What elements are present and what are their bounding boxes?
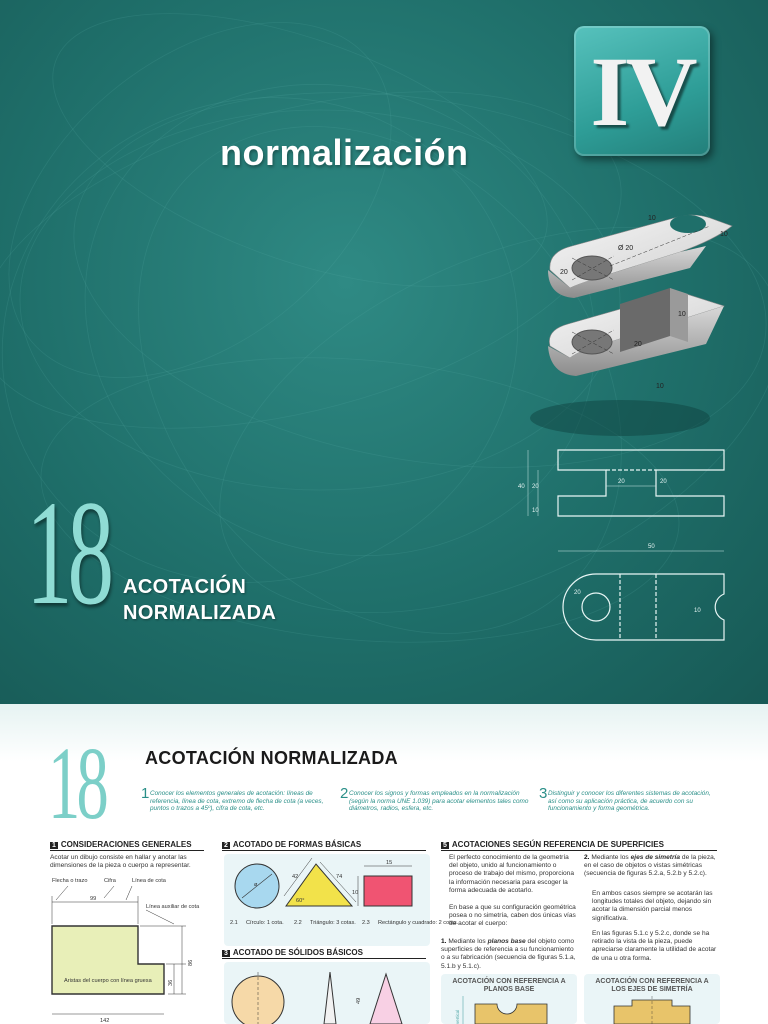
front-dim-20a: 20	[532, 484, 539, 490]
dimensioning-diagram	[42, 874, 210, 1024]
section5-item-1: 1. Mediante los planos base del objeto como superficies de referencia a su funcionamiento o a su fabricación (secuencia de figuras 5.1.a, 5.1.b y 5.1.c).	[441, 938, 576, 970]
front-view	[558, 450, 724, 516]
front-dim-10: 10	[532, 508, 539, 514]
cap2-text: Triángulo: 3 cotas.	[310, 920, 356, 926]
card1-vertical-label: vertical	[455, 1009, 460, 1024]
cap2-num: 2.2	[294, 920, 302, 926]
iso-dim-20a: Ø 20	[618, 245, 634, 252]
top-dim-50: 50	[648, 544, 655, 550]
technical-drawing-illustration	[510, 196, 768, 704]
chapter-subtitle-line1: ACOTACIÓN	[123, 576, 247, 598]
chapter-page	[0, 704, 768, 1024]
section-heading-5: 5 ACOTACIONES SEGÚN REFERENCIA DE SUPERFICIES	[441, 840, 717, 851]
chapter-page-title: ACOTACIÓN NORMALIZADA	[145, 748, 398, 768]
iso-dim-10c: 10	[678, 311, 686, 318]
diagram-v142: 142	[100, 1018, 110, 1024]
upper-slot	[670, 215, 706, 233]
section-roman-tile	[574, 26, 710, 156]
triangle-dim-74: 74	[336, 874, 343, 880]
section5-paragraph-3: En ambos casos siempre se acotarán las longitudes totales del objeto, dejando sin acotar la dimensión parcial menos significativa.	[592, 890, 713, 922]
cap1-text: Círculo: 1 cota.	[246, 920, 284, 926]
objective-2: 2 Conocer los signos y formas empleados en la normalización (según la norma UNE 1.039) para acotar elementos tales como diámetros, radios, esfera, etc.	[340, 785, 529, 813]
section1-intro: Acotar un dibujo consiste en hallar y anotar las dimensiones de la pieza o cuerpo a representar.	[50, 854, 191, 870]
circle-dim: ø	[254, 882, 258, 888]
chapter-page-number: 18	[48, 726, 106, 841]
basic-shapes-diagram	[224, 854, 459, 946]
rect-dim-15: 15	[386, 860, 393, 866]
card-ejes-simetria: ACOTACIÓN CON REFERENCIA A LOS EJES DE SIMETRÍA	[584, 974, 720, 1024]
triangle-angle: 60°	[296, 898, 305, 904]
part-shadow	[530, 400, 710, 436]
diagram-v86: 86	[188, 959, 194, 966]
cap1-num: 2.1	[230, 920, 238, 926]
cover-title: normalización	[220, 132, 469, 173]
iso-dim-20c: 20	[634, 341, 642, 348]
diagram-v99: 99	[90, 896, 97, 902]
iso-dim-10d: 10	[656, 383, 664, 390]
chapter-subtitle-line2: NORMALIZADA	[123, 602, 277, 624]
front-dim-20c: 20	[660, 479, 667, 485]
section-roman-numeral: IV	[590, 36, 694, 147]
triangle-dim-42: 42	[292, 874, 299, 880]
section5-item-2: 2. Mediante los ejes de simetría de la pieza, en el caso de objetos o vistas simétricas (secuencia de figuras 5.2.a, 5.2.b y 5.2.c).	[584, 854, 716, 878]
cap3-num: 2.3	[362, 920, 370, 926]
rect-dim-10: 10	[352, 890, 359, 896]
section5-paragraph-1: El perfecto conocimiento de la geometría del objeto, unido al funcionamiento o proceso de trabajo del mismo, proporciona la información necesaria para escoger la forma adecuada de acotarlo.	[449, 854, 574, 894]
cap3-text: Rectángulo y cuadrado: 2 cotas.	[378, 920, 459, 926]
section-heading-2: 2 ACOTADO DE FORMAS BÁSICAS	[222, 840, 426, 851]
diagram-linea-aux-label: Línea auxiliar de cota	[146, 904, 200, 910]
iso-dim-10b: 10	[720, 231, 728, 238]
top-dim-20: 20	[574, 590, 581, 596]
diagram-flecha-label: Flecha o trazo	[52, 878, 88, 884]
diagram-v36: 36	[168, 979, 174, 986]
card-planos-base: ACOTACIÓN CON REFERENCIA A PLANOS BASE vertical	[441, 974, 577, 1024]
top-dim-10: 10	[694, 608, 701, 614]
objective-1: 1 Conocer los elementos generales de acotación: líneas de referencia, línea de cota, extremo de flecha de cota (a veces, puntos o trazos a 45º), cifra de cota, etc.	[141, 785, 324, 813]
section-heading-1: 1 CONSIDERACIONES GENERALES	[50, 840, 204, 851]
diagram-aristas-label: Aristas del cuerpo con línea gruesa	[64, 978, 152, 984]
chapter-number: 18	[26, 470, 110, 636]
chapter-subtitle	[123, 574, 276, 626]
section5-paragraph-4: En las figuras 5.1.c y 5.2.c, donde se ha retirado la vista de la pieza, puede apreciarse claramente la utilidad de acotar de una u otra forma.	[592, 930, 717, 962]
section5-paragraph-2: En base a que su configuración geométrica posea o no simetría, caben dos únicas vías de acotar el cuerpo:	[449, 904, 576, 928]
basic-solids-diagram	[224, 962, 430, 1024]
iso-dim-20b: 20	[560, 269, 568, 276]
top-view	[563, 574, 724, 640]
iso-dim-10a: 10	[648, 215, 656, 222]
front-dim-20b: 20	[618, 479, 625, 485]
diagram-cifra-label: Cifra	[104, 878, 116, 884]
front-dim-40: 40	[518, 484, 525, 490]
diagram-linea-cota-label: Línea de cota	[132, 878, 166, 884]
section-heading-3: 3 ACOTADO DE SÓLIDOS BÁSICOS	[222, 948, 426, 959]
solid-dim-49: 49	[356, 997, 362, 1004]
objective-3: 3 Distinguir y conocer los diferentes sistemas de acotación, así como su aplicación práctica, de acuerdo con su funcionamiento y forma geométrica.	[539, 785, 711, 813]
